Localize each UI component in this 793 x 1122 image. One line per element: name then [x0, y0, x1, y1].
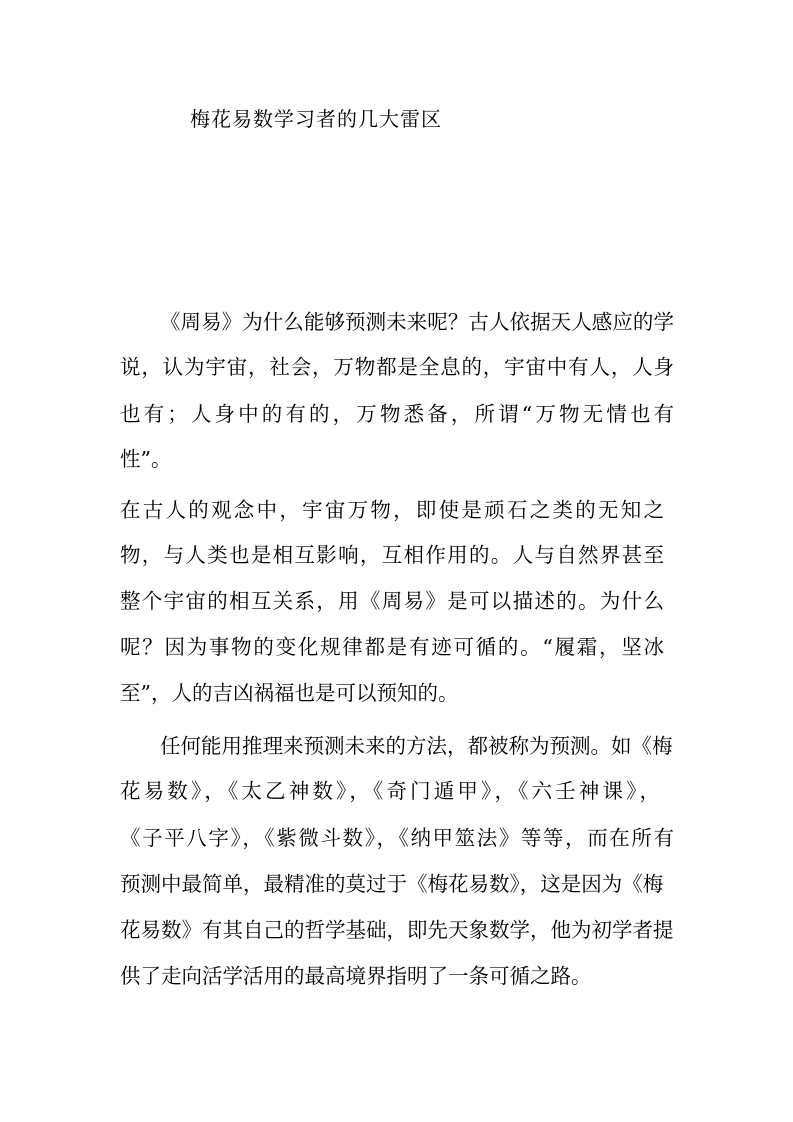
text-line: 在古人的观念中，宇宙万物，即使是顽石之类的无知之 [120, 498, 664, 522]
text-line: 《子平八字》，《紫微斗数》，《纳甲筮法》等等，而在所有 [120, 826, 674, 850]
text-line: 花易数》，《太乙神数》，《奇门遁甲》，《六壬神课》， [120, 779, 660, 803]
text-line: 至”，人的吉凶祸福也是可以预知的。 [120, 681, 459, 705]
text-line: 花易数》有其自己的哲学基础，即先天象数学，他为初学者提 [120, 918, 674, 942]
text-line: 呢？因为事物的变化规律都是有迹可循的。“履霜，坚冰 [120, 635, 664, 659]
text-line: 《周易》为什么能够预测未来呢？古人依据天人感应的学 [160, 310, 674, 334]
text-line: 物，与人类也是相互影响，互相作用的。人与自然界甚至 [120, 543, 664, 567]
text-line: 性”。 [120, 447, 172, 471]
text-line: 整个宇宙的相互关系，用《周易》是可以描述的。为什么 [120, 589, 664, 613]
text-line: 也有；人身中的有的，万物悉备，所谓“万物无情也有 [120, 402, 674, 426]
text-line: 供了走向活学活用的最高境界指明了一条可循之路。 [120, 964, 592, 988]
text-line: 说，认为宇宙，社会，万物都是全息的，宇宙中有人，人身 [120, 355, 674, 379]
text-line: 预测中最简单，最精准的莫过于《梅花易数》，这是因为《梅 [120, 872, 664, 896]
document-title: 梅花易数学习者的几大雷区 [190, 107, 442, 131]
text-line: 任何能用推理来预测未来的方法，都被称为预测。如《梅 [160, 734, 673, 758]
